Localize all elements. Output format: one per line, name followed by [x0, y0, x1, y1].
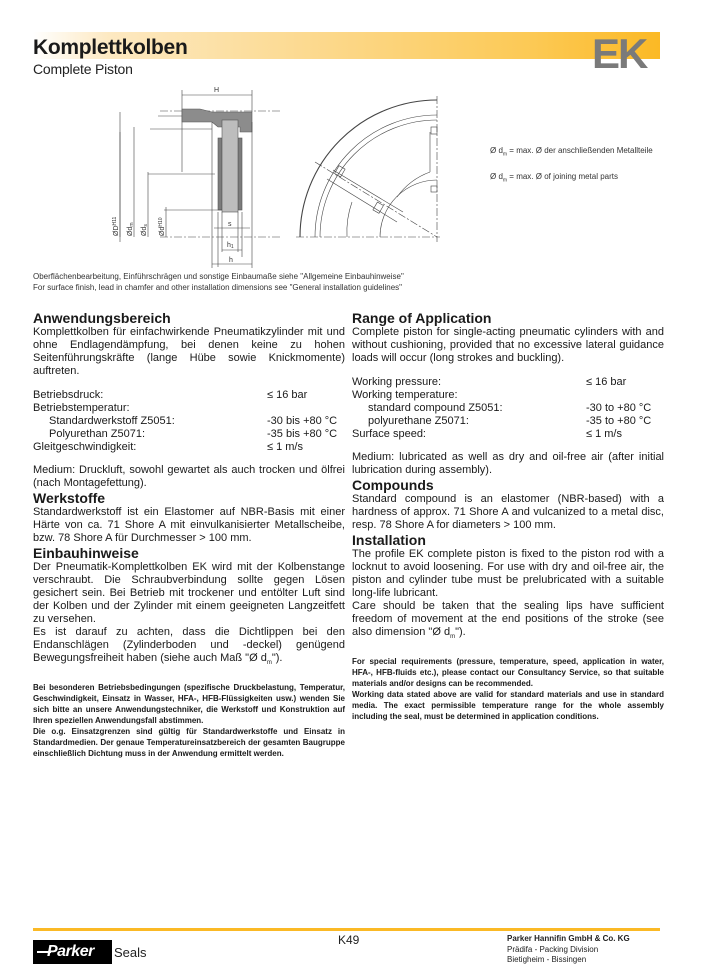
drawing-caption-de: Oberflächenbearbeitung, Einführschrägen und sonstige Einbaumaße siehe "Allgemeine Einbauhinweise" — [33, 272, 404, 281]
heading-application-en: Range of Application — [352, 310, 492, 326]
spec-value — [267, 402, 345, 415]
limits-note-de: Die o.g. Einsatzgrenzen sind gültig für Standardwerkstoffe und Einsatz in Standardmedien. Der genaue Temperatureinsatzbereich der gesamten Baugruppe einschließlich Dichtung muss in der Anwendung ermittelt werden. — [33, 727, 345, 759]
spec-row — [352, 402, 664, 415]
special-note-de: Bei besonderen Betriebsbedingungen (spezifische Druckbelastung, Temperatur, Geschwindigkeit, Einsatz in Wasser, HFA-, HFB-Flüssigkeiten usw.) wenden Sie sich bitte an unsere Anwendungstechniker, die Werkstoff und Konstruktion auf Ihren speziellen Anwendungsfall abstimmen. — [33, 683, 345, 726]
spec-label: Standardwerkstoff Z5051: — [49, 415, 175, 427]
spec-value — [586, 389, 664, 402]
text-installation-en-2: Care should be taken that the sealing lips have sufficient freedom of movement at the end positions of the stroke (see also dimension "Ø $d_m$"). — [352, 600, 664, 641]
profile-code: EK — [592, 30, 647, 77]
spec-label: Gleitgeschwindigkeit: — [33, 441, 137, 453]
text-installation-en-1: The profile EK complete piston is fixed to the piston rod with a locknut to avoid loosening. For use with dry and oil-free air, the piston and cylinder tube must be prelubricated with a suitable long-life lubricant. — [352, 548, 664, 599]
label-dia-ds: Øds — [141, 224, 149, 236]
dm-note-de: Ø $d_m = \max$. Ø der anschließenden Metallteile — [490, 146, 653, 158]
spec-table-en — [352, 376, 664, 441]
drawing-caption-en: For surface finish, lead in chamfer and other installation dimensions see "General installation guidelines" — [33, 283, 402, 292]
spec-row — [33, 402, 345, 415]
spec-value: ≤ 1 m/s — [267, 441, 303, 453]
text-application-de: Komplettkolben für einfachwirkende Pneumatikzylinder mit und ohne Endlagendämpfung, bei denen keine zu hohen Seitenführungskräfte (lange Hübe sowie Knickmomente) auftreten. — [33, 326, 345, 377]
spec-row — [33, 441, 345, 454]
spec-value: ≤ 1 m/s — [586, 428, 622, 440]
limits-note-en: Working data stated above are valid for standard materials and use in standard media. The exact permissible temperature range for the whole assembly including the seal, must be determined in application conditions. — [352, 690, 664, 722]
label-dia-dm: Ødm — [127, 222, 135, 236]
text-materials-de: Standardwerkstoff ist ein Elastomer auf NBR-Basis mit einer Härte von ca. 71 Shore A mit einvulkanisierter Metallscheibe, bzw. 78 Shore A für Durchmesser > 100 mm. — [33, 506, 345, 544]
cross-section-view — [120, 90, 280, 268]
page-title: Komplettkolben — [33, 36, 188, 59]
company-location: Bietigheim - Bissingen — [507, 955, 587, 964]
company-name: Parker Hannifin GmbH & Co. KG — [507, 934, 630, 943]
spec-label: Betriebsdruck: — [33, 389, 104, 401]
text-medium-en: Medium: lubricated as well as dry and oil-free air (after initial lubrication during assembly). — [352, 451, 664, 476]
spec-label: Working pressure: — [352, 376, 442, 388]
label-h1: h1 — [227, 242, 234, 250]
spec-row — [352, 376, 664, 389]
spec-label: standard compound Z5051: — [368, 402, 503, 414]
spec-row — [352, 389, 664, 402]
heading-materials-en: Compounds — [352, 477, 434, 493]
text-installation-de-2: Es ist darauf zu achten, dass die Dichtlippen bei den Endanschlägen (Zylinderboden und -deckel) genügend Bewegungsfreiheit haben (siehe auch Maß "Ø $d_m$"). — [33, 626, 345, 667]
company-division: Prädifa - Packing Division — [507, 944, 599, 954]
page-number: K49 — [338, 933, 360, 947]
front-view — [296, 96, 440, 242]
special-note-en: For special requirements (pressure, temperature, speed, application in water, HFA-, HFB-fluids etc.), please contact our Consultancy Service, so that suitable materials and/or designs can be recommended. — [352, 657, 664, 689]
spec-label: Betriebstemperatur: — [33, 402, 130, 414]
spec-label: Surface speed: — [352, 428, 426, 440]
text-installation-de-1: Der Pneumatik-Komplettkolben EK wird mit der Kolbenstange verschraubt. Die Schraubverbindung sollte gegen Lösen gesichert sein. Bei Betrieb mit trockener und entölter Luft sind der Kolben und der Zylinder mit einem geeigneten Langzeitfett zu versehen. — [33, 561, 345, 625]
dm-note-en: Ø $d_m = \max$. Ø of joining metal parts — [490, 172, 619, 184]
brand-suffix: Seals — [114, 945, 147, 960]
heading-materials-de: Werkstoffe — [33, 490, 106, 506]
spec-row — [33, 415, 345, 428]
text-materials-en: Standard compound is an elastomer (NBR-based) with a hardness of approx. 71 Shore A and vulcanized to a metal disc, resp. 78 Shore A for diameters > 100 mm. — [352, 493, 664, 531]
heading-installation-en: Installation — [352, 532, 426, 548]
piston-body — [182, 109, 252, 132]
spec-label: Polyurethan Z5071: — [49, 428, 146, 440]
spec-value: -35 bis +80 °C — [267, 428, 338, 440]
company-info — [507, 934, 630, 966]
spec-label: Working temperature: — [352, 389, 458, 401]
spec-value: -30 bis +80 °C — [267, 415, 338, 427]
metal-disc — [222, 120, 238, 212]
footer-divider — [33, 928, 660, 931]
spec-value: ≤ 16 bar — [267, 389, 308, 401]
column-english — [352, 310, 664, 722]
spec-value: -30 to +80 °C — [586, 402, 652, 414]
spec-label: polyurethane Z5071: — [368, 415, 469, 427]
spec-row — [352, 428, 664, 441]
spec-row — [33, 428, 345, 441]
technical-drawing — [100, 82, 480, 272]
text-application-en: Complete piston for single-acting pneumatic cylinders with and without cushioning, provided that no excessive lateral guidance loads will occur (long strokes and buckling). — [352, 326, 664, 364]
spec-value: ≤ 16 bar — [586, 376, 627, 388]
spec-table-de — [33, 389, 345, 454]
heading-application-de: Anwendungsbereich — [33, 310, 171, 326]
label-dia-d: $Ød^{H10}$ — [158, 217, 166, 236]
spec-value: -35 to +80 °C — [586, 415, 652, 427]
label-H: H — [214, 87, 220, 94]
heading-installation-de: Einbauhinweise — [33, 545, 139, 561]
parker-logo-text: Parker — [47, 943, 94, 960]
column-german — [33, 310, 345, 759]
spec-row — [33, 389, 345, 402]
page-subtitle: Complete Piston — [33, 61, 133, 77]
label-dia-D: $ØD^{H11}$ — [112, 216, 120, 236]
label-s: s — [228, 221, 232, 228]
label-h: h — [229, 257, 233, 264]
text-medium-de: Medium: Druckluft, sowohl gewartet als auch trocken und ölfrei (nach Montagefettung). — [33, 464, 345, 489]
spec-row — [352, 415, 664, 428]
